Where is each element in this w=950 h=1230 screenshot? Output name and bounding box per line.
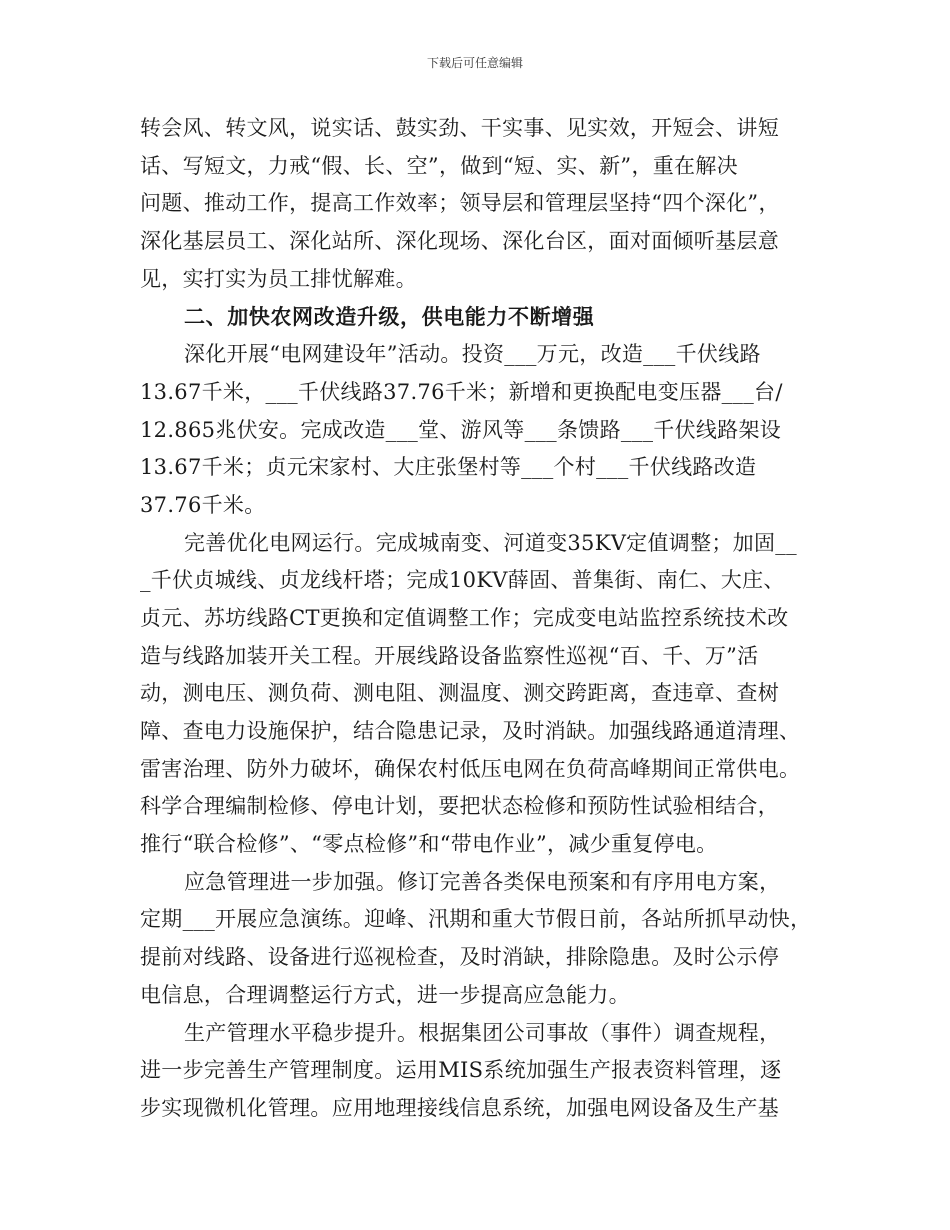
- text-line: 贞元、苏坊线路CT更换和定值调整工作；完成变电站监控系统技术改: [140, 605, 789, 630]
- text-line: 转会风、转文风，说实话、鼓实劲、干实事、见实效，开短会、讲短: [140, 116, 779, 140]
- text-line: 13.67千米；贞元宋家村、大庄张堡村等___个村___千伏线路改造: [140, 455, 757, 480]
- text-line: 应急管理进一步加强。修订完善各类保电预案和有序用电方案，: [184, 869, 781, 894]
- text-line: 推行“联合检修”、“零点检修”和“带电作业”，减少重复停电。: [140, 832, 718, 857]
- text-line: 电信息，合理调整运行方式，进一步提高应急能力。: [140, 982, 630, 1007]
- text-line: 13.67千米，___千伏线路37.76千米；新增和更换配电变压器___台/: [140, 379, 783, 404]
- text-line: 定期___开展应急演练。迎峰、汛期和重大节假日前，各站所抓早动快，: [140, 907, 812, 932]
- text-line: _千伏贞城线、贞龙线杆塔；完成10KV薛固、普集街、南仁、大庄、: [140, 568, 785, 593]
- document-body: [140, 110, 812, 1128]
- text-line: 12.865兆伏安。完成改造___堂、游风等___条馈路___千伏线路架设: [140, 417, 782, 442]
- text-line: 动，测电压、测负荷、测电阻、测温度、测交跨距离，查违章、查树: [140, 681, 779, 706]
- text-line: 问题、推动工作，提高工作效率；领导层和管理层坚持“四个深化”，: [140, 191, 780, 216]
- text-line: 生产管理水平稳步提升。根据集团公司事故（事件）调查规程，: [184, 1020, 781, 1045]
- section-heading: 二、加快农网改造升级，供电能力不断增强: [184, 304, 595, 330]
- text-line: 提前对线路、设备进行巡视检查，及时消缺，排除隐患。及时公示停: [140, 945, 779, 970]
- text-line: 科学合理编制检修、停电计划，要把状态检修和预防性试验相结合，: [140, 794, 779, 819]
- text-line: 深化基层员工、深化站所、深化现场、深化台区，面对面倾听基层意: [140, 229, 779, 254]
- text-line: 雷害治理、防外力破坏，确保农村低压电网在负荷高峰期间正常供电。: [140, 756, 801, 781]
- text-line: 进一步完善生产管理制度。运用MIS系统加强生产报表资料管理，逐: [140, 1058, 782, 1083]
- text-line: 造与线路加装开关工程。开展线路设备监察性巡视“百、千、万”活: [140, 643, 759, 668]
- text-line: 话、写短文，力戒“假、长、空”，做到“短、实、新”，重在解决: [140, 153, 738, 178]
- page-header: 下载后可任意编辑: [426, 56, 523, 70]
- text-line: 37.76千米。: [140, 492, 266, 517]
- text-line: 障、查电力设施保护，结合隐患记录，及时消缺。加强线路通道清理、: [140, 719, 801, 743]
- text-line: 完善优化电网运行。完成城南变、河道变35KV定值调整；加固__: [184, 530, 797, 555]
- text-line: 深化开展“电网建设年”活动。投资___万元，改造___千伏线路: [184, 342, 761, 367]
- text-line: 步实现微机化管理。应用地理接线信息系统，加强电网设备及生产基: [140, 1095, 779, 1120]
- text-line: 见，实打实为员工排忧解难。: [140, 266, 417, 291]
